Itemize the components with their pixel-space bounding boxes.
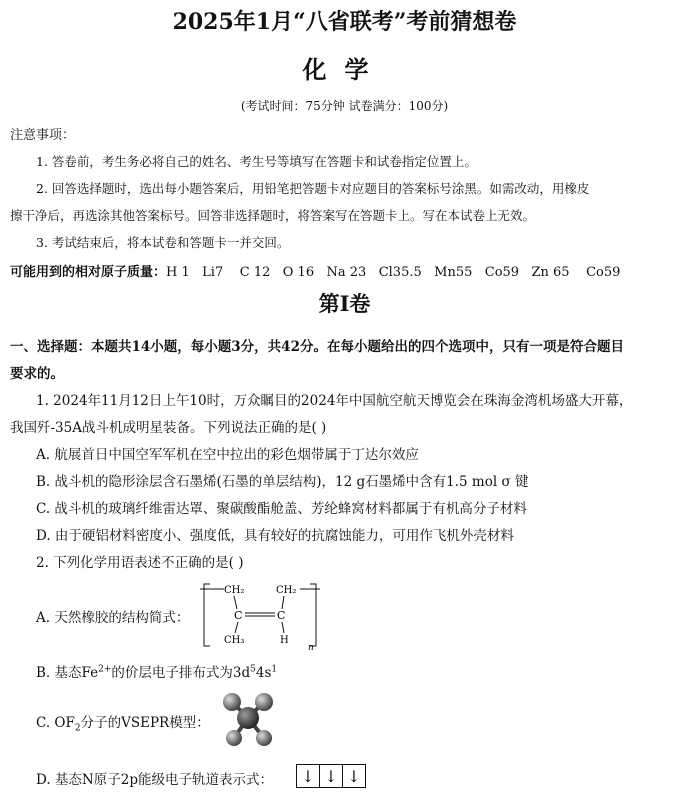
question-1-option-d: D. 由于硬铝材料密度小、强度低，具有较好的抗腐蚀能力，可用作飞机外壳材料 <box>36 528 514 544</box>
note-item: 擦干净后，再选涂其他答案标号。回答非选择题时，将答案写在答题卡上。写在本试卷上无效。 <box>10 208 536 223</box>
note-item: 3. 考试结束后，将本试卷和答题卡一并交回。 <box>36 235 290 250</box>
orbital-box: ↓ <box>319 764 343 788</box>
atomic-masses-label: 可能用到的相对原子质量： <box>10 265 167 280</box>
question-1-option-a: A. 航展首日中国空军军机在空中拉出的彩色烟带属于丁达尔效应 <box>36 447 419 463</box>
exam-info: (考试时间：75分钟 试卷满分：100分) <box>240 99 449 113</box>
option-c-subscript: 2 <box>74 723 81 734</box>
option-b-d-count: 5 <box>250 664 256 675</box>
atomic-masses <box>10 261 620 280</box>
formula-ch3: CH₃ <box>224 635 245 646</box>
section-heading-line2: 要求的。 <box>10 366 64 382</box>
option-b-s: 4s <box>255 665 272 681</box>
subject-title: 化学 <box>302 55 387 84</box>
option-c-prefix: C. OF <box>36 715 75 731</box>
formula-c1: C <box>234 609 243 622</box>
option-b-s-count: 1 <box>271 664 278 675</box>
question-1-stem-line2: 我国歼-35A战斗机成明星装备。下列说法正确的是( ) <box>10 420 327 436</box>
part-title: 第I卷 <box>318 291 371 316</box>
question-1-option-c: C. 战斗机的玻璃纤维雷达罩、聚碳酸酯舱盖、芳纶蜂窝材料都属于有机高分子材料 <box>36 501 527 517</box>
exam-title: 2025年1月“八省联考”考前猜想卷 <box>172 9 517 35</box>
formula-ch2-right: CH₂ <box>276 585 297 596</box>
vsepr-model-image <box>218 690 278 750</box>
section-heading-line1: 一、选择题：本题共14小题，每小题3分，共42分。在每小题给出的四个选项中，只有一项是符合题目 <box>10 339 624 355</box>
question-2-option-b <box>36 661 277 681</box>
question-2-option-d: D. 基态N原子2p能级电子轨道表示式： <box>36 772 273 788</box>
orbital-box: ↓ <box>342 764 366 788</box>
atomic-masses-values: H 1 Li7 C 12 O 16 Na 23 Cl35.5 Mn55 Co59 Zn 65 Co59 <box>166 265 621 280</box>
question-2-stem: 2. 下列化学用语表述不正确的是( ) <box>36 555 244 571</box>
option-b-charge: 2+ <box>98 664 112 675</box>
formula-h: H <box>280 635 289 646</box>
note-item: 1. 答卷前，考生务必将自己的姓名、考生号等填写在答题卡和试卷指定位置上。 <box>36 154 477 169</box>
formula-ch2-left: CH₂ <box>224 585 245 596</box>
question-2-option-a: A. 天然橡胶的结构简式： <box>36 610 190 626</box>
question-1-stem-line1: 1. 2024年11月12日上午10时，万众瞩目的2024年中国航空航天博览会在珠海金湾机场盛大开幕， <box>36 393 633 409</box>
formula-n: n <box>308 643 314 650</box>
orbital-box: ↓ <box>296 764 320 788</box>
notes-heading: 注意事项： <box>10 128 76 143</box>
option-b-mid: 的价层电子排布式为3d <box>111 665 251 681</box>
question-2-option-c <box>36 711 210 734</box>
option-c-suffix: 分子的VSEPR模型： <box>80 715 210 731</box>
formula-c2: C <box>277 609 286 622</box>
option-b-prefix: B. 基态Fe <box>36 665 99 681</box>
natural-rubber-structure-diagram <box>200 580 320 650</box>
note-item: 2. 回答选择题时，选出每小题答案后，用铅笔把答题卡对应题目的答案标号涂黑。如需改动，用橡皮 <box>36 181 590 196</box>
question-1-option-b: B. 战斗机的隐形涂层含石墨烯(石墨的单层结构)，12 g石墨烯中含有1.5 mol σ 键 <box>36 474 529 490</box>
orbital-diagram <box>297 764 366 788</box>
